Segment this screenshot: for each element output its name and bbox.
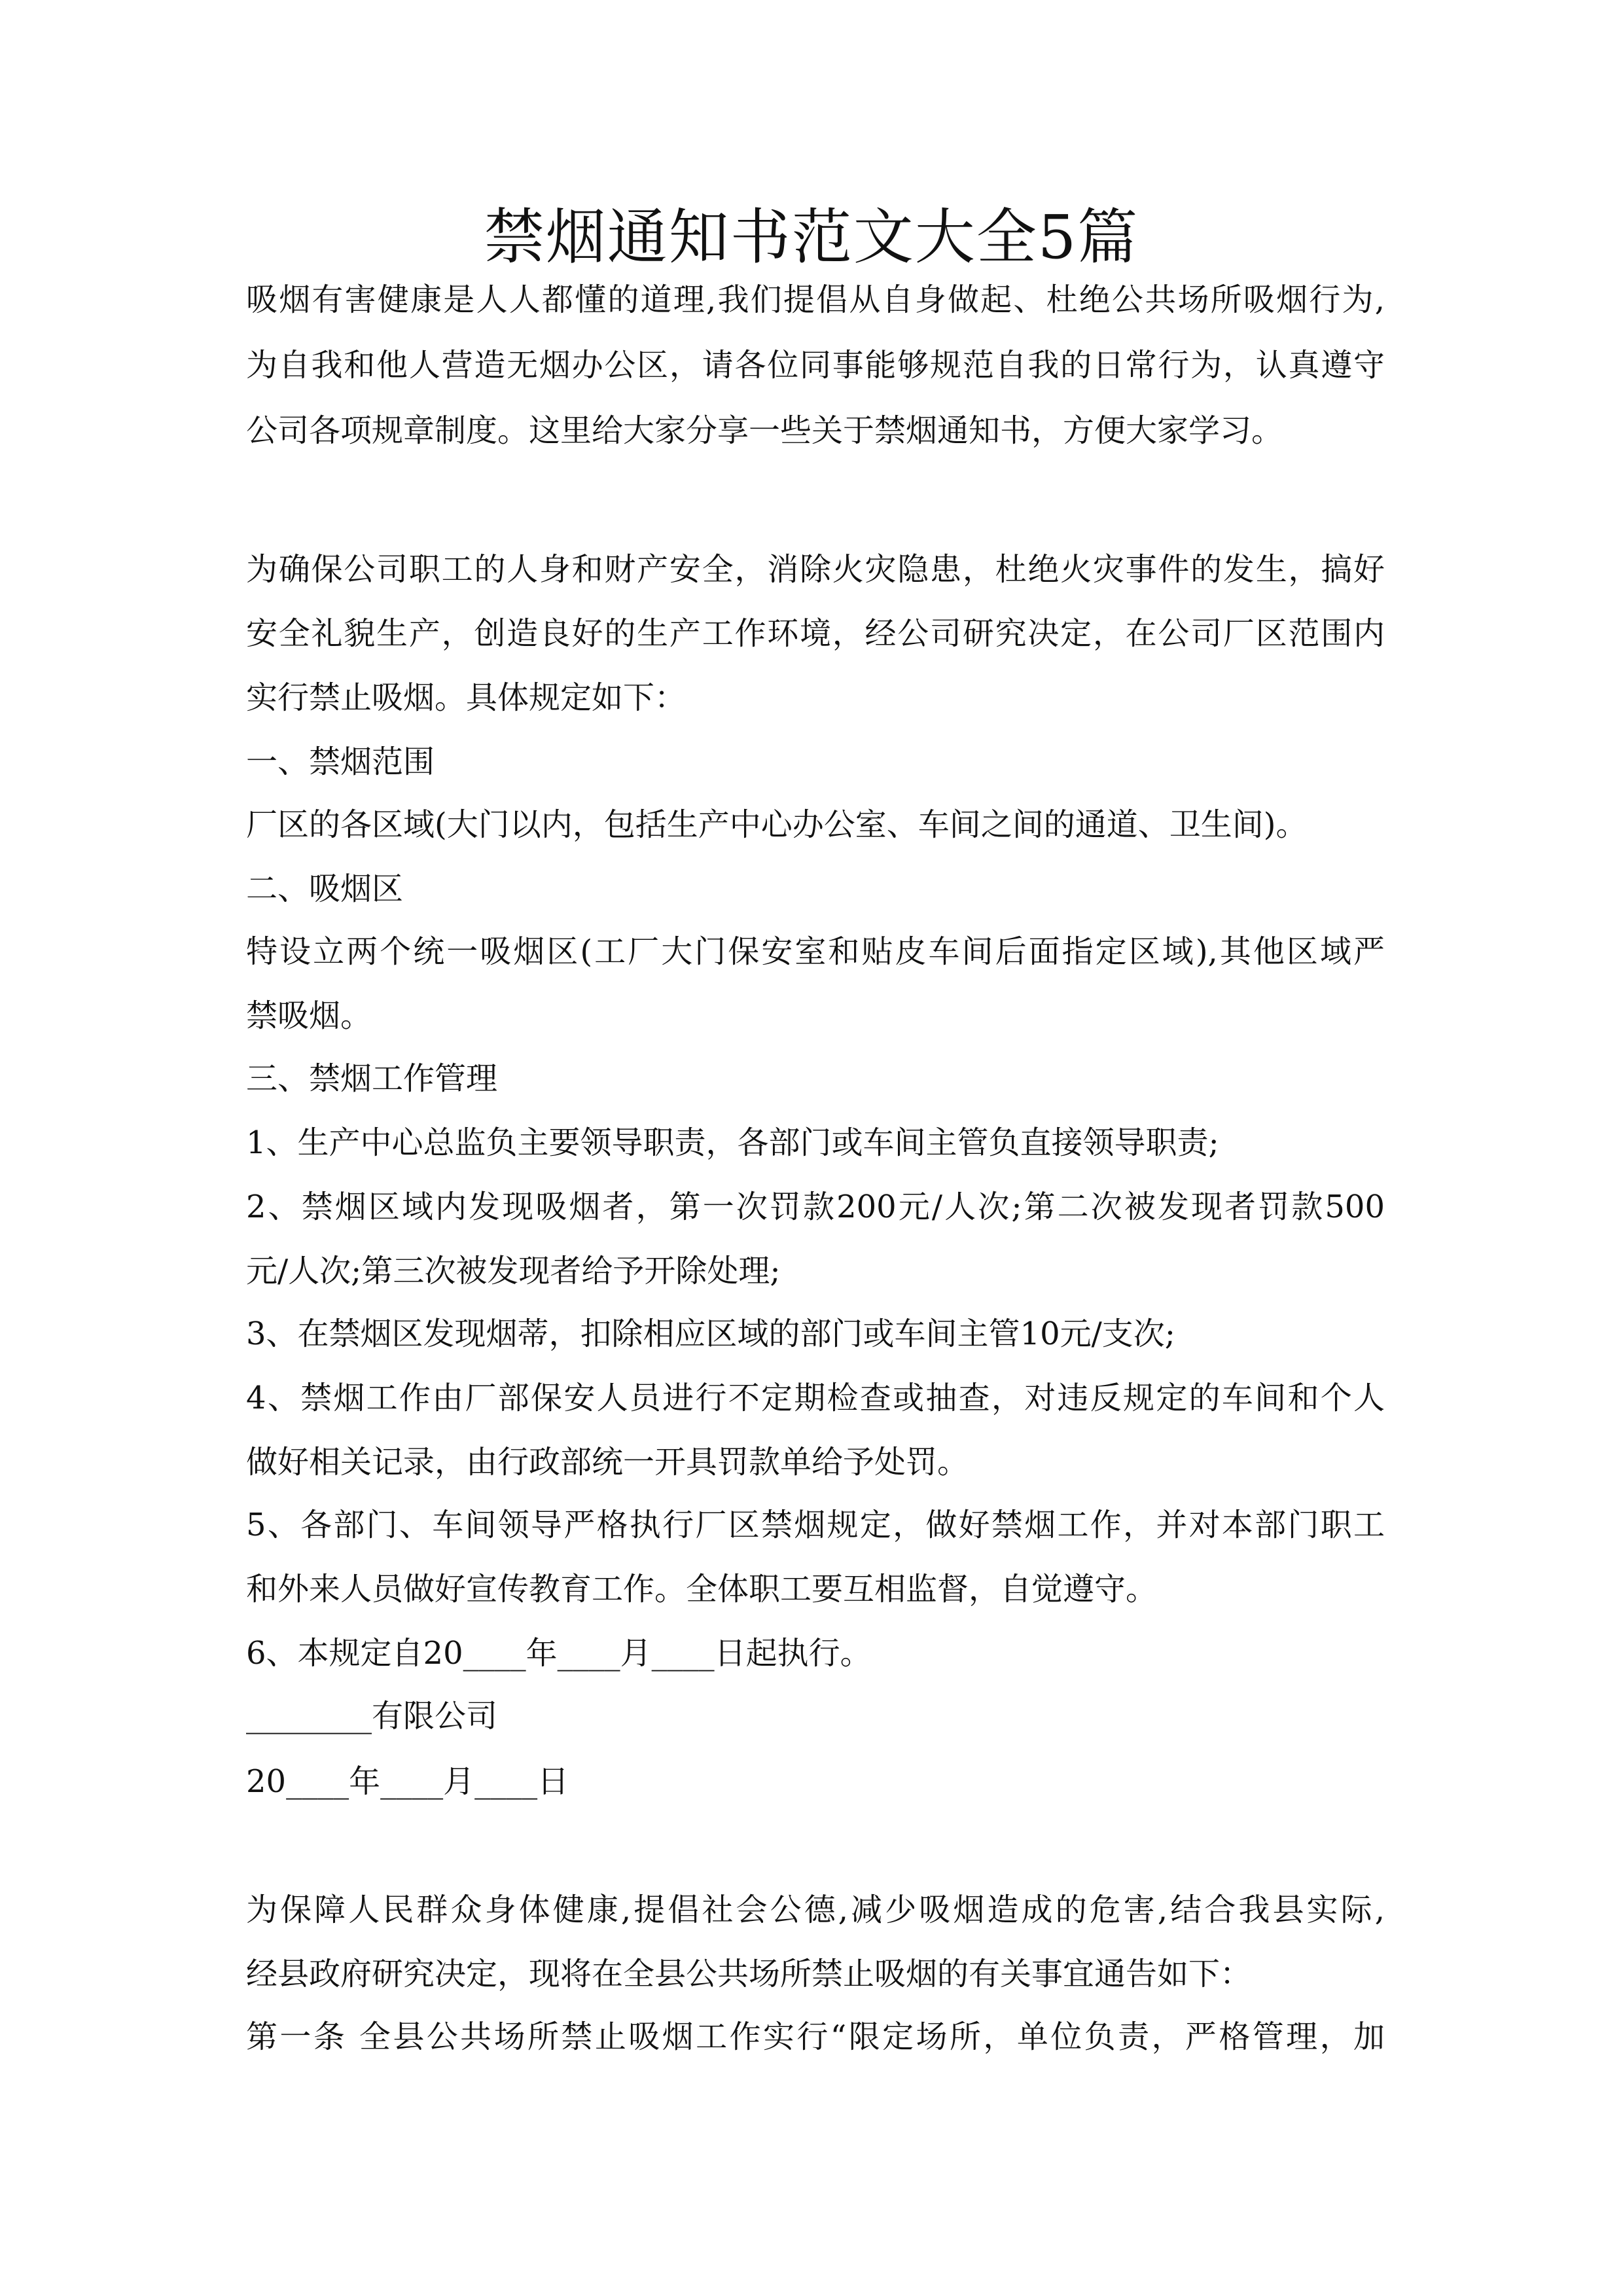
rule-4-line-2: 做好相关记录，由行政部统一开具罚款单给予处罚。 [246,1444,969,1480]
section1-heading: 一、禁烟范围 [246,744,435,780]
rule-3: 3、在禁烟区发现烟蒂，扣除相应区域的部门或车间主管10元/支次; [246,1316,1175,1352]
notice1-paragraph-line-3: 实行禁止吸烟。具体规定如下： [246,679,687,716]
notice1-paragraph-line-2: 安全礼貌生产，创造良好的生产工作环境，经公司研究决定，在公司厂区范围内 [246,615,1385,652]
notice1-paragraph-line-1: 为确保公司职工的人身和财产安全，消除火灾隐患，杜绝火灾事件的发生，搞好 [246,551,1385,588]
rule-5-line-2: 和外来人员做好宣传教育工作。全体职工要互相监督，自觉遵守。 [246,1571,1158,1607]
section1-body: 厂区的各区域(大门以内，包括生产中心办公室、车间之间的通道、卫生间)。 [246,806,1308,843]
rule-5-line-1: 5、各部门、车间领导严格执行厂区禁烟规定，做好禁烟工作，并对本部门职工 [246,1507,1385,1543]
document-title: 禁烟通知书范文大全5篇 [484,202,1139,272]
rule-2-line-2: 元/人次;第三次被发现者给予开除处理; [246,1253,781,1289]
rule-4-line-1: 4、禁烟工作由厂部保安人员进行不定期检查或抽查，对违反规定的车间和个人 [246,1380,1385,1416]
section2-body-line-1: 特设立两个统一吸烟区(工厂大门保安室和贴皮车间后面指定区域),其他区域严 [246,933,1385,970]
signature-date: 20____年____月____日 [246,1763,569,1800]
section2-heading: 二、吸烟区 [246,870,404,907]
section2-body-line-2: 禁吸烟。 [246,997,372,1034]
rule-1: 1、生产中心总监负主要领导职责，各部门或车间主管负直接领导职责; [246,1124,1219,1161]
rule-6: 6、本规定自20____年____月____日起执行。 [246,1635,872,1672]
section3-heading: 三、禁烟工作管理 [246,1060,498,1097]
notice2-paragraph-line-1: 为保障人民群众身体健康,提倡社会公德,减少吸烟造成的危害,结合我县实际, [246,1892,1385,1928]
notice2-paragraph-line-2: 经县政府研究决定，现将在全县公共场所禁止吸烟的有关事宜通告如下： [246,1956,1252,1992]
intro-line-1: 吸烟有害健康是人人都懂的道理,我们提倡从自身做起、杜绝公共场所吸烟行为, [246,281,1385,318]
rule-2-line-1: 2、禁烟区域内发现吸烟者，第一次罚款200元/人次;第二次被发现者罚款500 [246,1189,1385,1225]
intro-line-2: 为自我和他人营造无烟办公区，请各位同事能够规范自我的日常行为，认真遵守 [246,347,1385,384]
signature-company: ________有限公司 [246,1698,498,1734]
notice2-paragraph-line-3: 第一条 全县公共场所禁止吸烟工作实行“限定场所，单位负责，严格管理，加 [246,2018,1385,2055]
intro-line-3: 公司各项规章制度。这里给大家分享一些关于禁烟通知书，方便大家学习。 [246,412,1283,449]
